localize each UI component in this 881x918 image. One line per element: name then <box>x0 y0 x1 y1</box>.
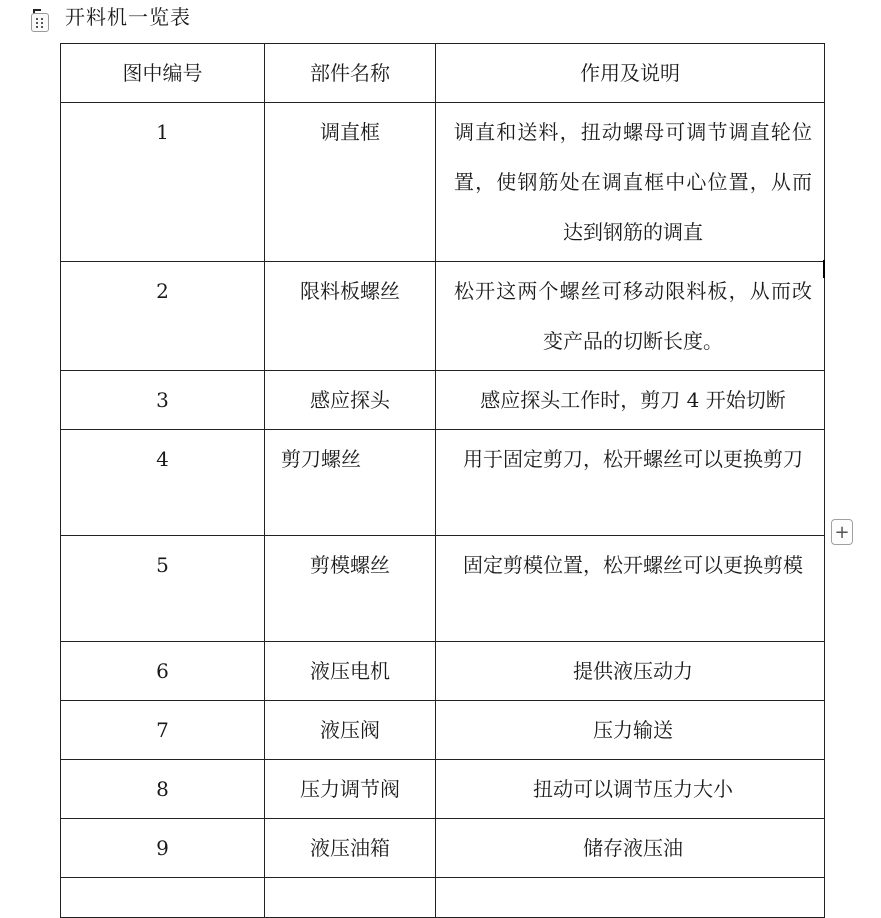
header-cell-description[interactable]: 作用及说明 <box>436 44 825 103</box>
header-cell-part-name[interactable]: 部件名称 <box>265 44 436 103</box>
table-caption: 开料机一览表 <box>65 5 191 29</box>
cell-number[interactable]: 5 <box>61 536 265 642</box>
table-header-row <box>61 44 825 103</box>
table-row <box>61 642 825 701</box>
cell-description[interactable]: 扭动可以调节压力大小 <box>436 760 825 819</box>
cell-number[interactable]: 7 <box>61 701 265 760</box>
cell-description[interactable] <box>436 878 825 918</box>
cell-description[interactable]: 用于固定剪刀，松开螺丝可以更换剪刀 <box>436 430 825 536</box>
table-row <box>61 760 825 819</box>
cell-part-name[interactable]: 限料板螺丝 <box>265 262 436 371</box>
cell-number[interactable]: 4 <box>61 430 265 536</box>
cell-description[interactable]: 储存液压油 <box>436 819 825 878</box>
table-row <box>61 701 825 760</box>
cell-description[interactable]: 提供液压动力 <box>436 642 825 701</box>
cell-number[interactable] <box>61 878 265 918</box>
cell-number[interactable]: 3 <box>61 371 265 430</box>
cell-description[interactable]: 固定剪模位置，松开螺丝可以更换剪模 <box>436 536 825 642</box>
cell-number[interactable]: 9 <box>61 819 265 878</box>
cell-part-name[interactable]: 压力调节阀 <box>265 760 436 819</box>
table-row <box>61 371 825 430</box>
table-row <box>61 878 825 918</box>
table-row <box>61 262 825 371</box>
cell-description[interactable]: 调直和送料，扭动螺母可调节调直轮位置，使钢筋处在调直框中心位置，从而达到钢筋的调直 <box>436 103 825 262</box>
table-row <box>61 819 825 878</box>
table-row <box>61 430 825 536</box>
cell-part-name[interactable]: 液压油箱 <box>265 819 436 878</box>
table-move-handle-icon[interactable] <box>31 13 49 32</box>
cell-number[interactable]: 2 <box>61 262 265 371</box>
cell-number[interactable]: 6 <box>61 642 265 701</box>
cell-part-name[interactable]: 剪模螺丝 <box>265 536 436 642</box>
cell-part-name[interactable]: 液压电机 <box>265 642 436 701</box>
text-caret <box>823 260 825 278</box>
cell-number[interactable]: 8 <box>61 760 265 819</box>
add-row-button[interactable]: + <box>831 519 853 545</box>
cell-number[interactable]: 1 <box>61 103 265 262</box>
cell-description[interactable]: 松开这两个螺丝可移动限料板，从而改变产品的切断长度。 <box>436 262 825 371</box>
cell-part-name[interactable]: 感应探头 <box>265 371 436 430</box>
cell-part-name[interactable]: 调直框 <box>265 103 436 262</box>
parts-table <box>60 43 825 918</box>
cell-description[interactable]: 感应探头工作时，剪刀 4 开始切断 <box>436 371 825 430</box>
table-row <box>61 103 825 262</box>
cell-part-name[interactable]: 液压阀 <box>265 701 436 760</box>
cell-description[interactable]: 压力输送 <box>436 701 825 760</box>
header-cell-number[interactable]: 图中编号 <box>61 44 265 103</box>
grip-dots-icon <box>36 18 44 28</box>
cell-part-name[interactable]: 剪刀螺丝 <box>265 430 436 536</box>
cell-part-name[interactable] <box>265 878 436 918</box>
table-row <box>61 536 825 642</box>
